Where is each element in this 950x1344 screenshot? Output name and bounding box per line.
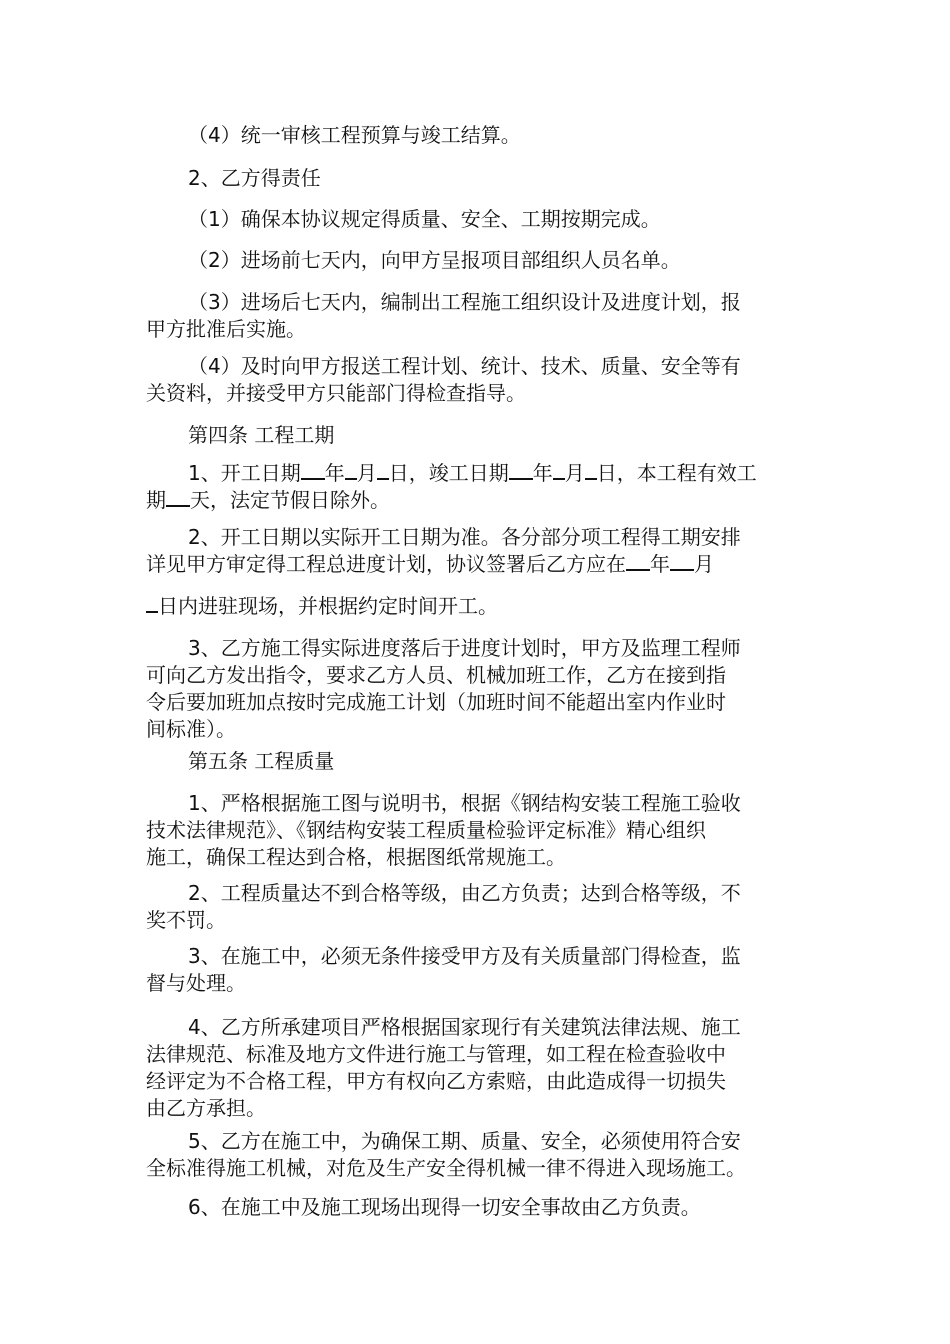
fill-blank: [670, 551, 694, 571]
fill-blank: [166, 487, 190, 507]
paragraph-quality-2: 2、工程质量达不到合格等级，由乙方负责；达到合格等级，不 奖不罚。: [146, 881, 741, 932]
paragraph-schedule-2: 2、开工日期以实际开工日期为准。各分部分项工程得工期安排 详见甲方审定得工程总进度计划，协议签署后乙方应在 年 月: [146, 525, 741, 576]
paragraph-yifang-3: （3）进场后七天内，编制出工程施工组织设计及进度计划，报 甲方批准后实施。: [146, 290, 741, 341]
fill-blank: [509, 460, 533, 480]
fill-blank: [146, 593, 158, 613]
paragraph-quality-1: 1、严格根据施工图与说明书，根据《钢结构安装工程施工验收 技术法律规范》、《钢结构安装工程质量检验评定标准》精心组织 施工，确保工程达到合格，根据图纸常规施工。: [146, 791, 741, 869]
paragraph-schedule-1: 1、开工日期 年 月 日，竣工日期 年 月 日，本工程有效工 期 天，法定节假日除外。: [146, 461, 757, 512]
paragraph-yifang-2: （2）进场前七天内，向甲方呈报项目部组织人员名单。: [188, 248, 681, 272]
section-heading-yifang-zeren: 2、乙方得责任: [188, 166, 321, 190]
article-heading-4: 第四条 工程工期: [188, 423, 335, 447]
paragraph-yifang-1: （1）确保本协议规定得质量、安全、工期按期完成。: [188, 207, 661, 231]
fill-blank: [345, 460, 357, 480]
paragraph-quality-4: 4、乙方所承建项目严格根据国家现行有关建筑法律法规、施工 法律规范、标准及地方文件进行施工与管理，如工程在检查验收中 经评定为不合格工程，甲方有权向乙方索赔，由此造成得一切损失 由乙方承担。: [146, 1015, 741, 1120]
fill-blank: [301, 460, 325, 480]
paragraph-quality-6: 6、在施工中及施工现场出现得一切安全事故由乙方负责。: [188, 1195, 701, 1219]
fill-blank: [377, 460, 389, 480]
fill-blank: [553, 460, 565, 480]
paragraph-schedule-3: 3、乙方施工得实际进度落后于进度计划时，甲方及监理工程师 可向乙方发出指令，要求乙方人员、机械加班工作，乙方在接到指 令后要加班加点按时完成施工计划（加班时间不能超出室内作业时 间标准）。: [146, 636, 741, 741]
paragraph-quality-3: 3、在施工中，必须无条件接受甲方及有关质量部门得检查，监 督与处理。: [146, 944, 741, 995]
article-heading-5: 第五条 工程质量: [188, 749, 335, 773]
paragraph-quality-5: 5、乙方在施工中，为确保工期、质量、安全，必须使用符合安 全标准得施工机械，对危及生产安全得机械一律不得进入现场施工。: [146, 1129, 746, 1180]
fill-blank: [626, 551, 650, 571]
paragraph-schedule-2-cont: 日内进驻现场，并根据约定时间开工。: [146, 593, 806, 619]
paragraph-yijia-4: （4）统一审核工程预算与竣工结算。: [188, 123, 521, 147]
fill-blank: [585, 460, 597, 480]
paragraph-yifang-4: （4）及时向甲方报送工程计划、统计、技术、质量、安全等有 关资料，并接受甲方只能部门得检查指导。: [146, 354, 741, 405]
